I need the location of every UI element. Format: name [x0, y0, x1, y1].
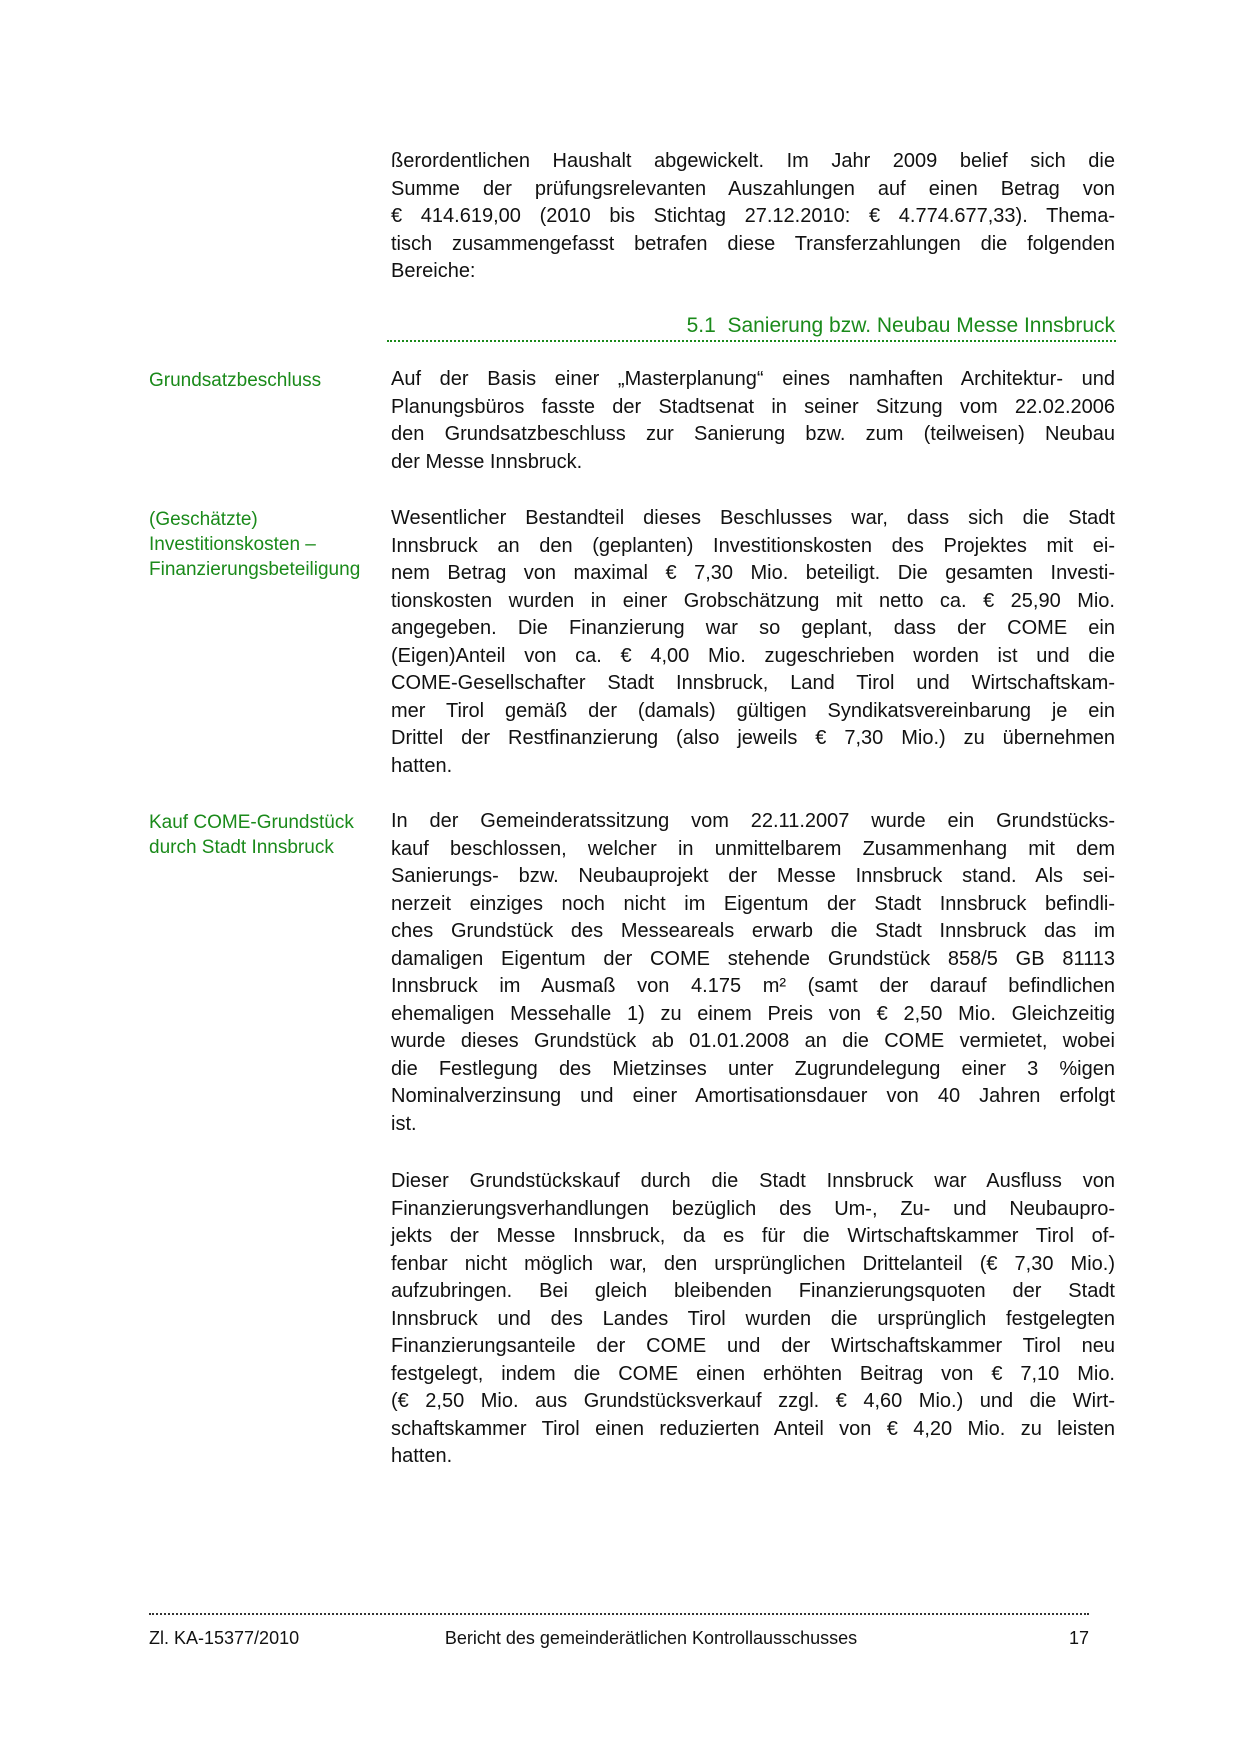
intro-paragraph	[391, 148, 1115, 286]
text-line: Innsbruck im Ausmaß von 4.175 m² (samt der darauf befindlichen	[391, 975, 1115, 997]
text-line: Summe der prüfungsrelevanten Auszahlungen auf einen Betrag von	[391, 177, 1115, 200]
text-line: nerzeit einziges noch nicht im Eigentum der Stadt Innsbruck befindli-	[391, 892, 1115, 915]
margin-label-line: (Geschätzte)	[149, 509, 258, 530]
text-line: Planungsbüros fasste der Stadtsenat in seiner Sitzung vom 22.02.2006	[391, 395, 1115, 418]
body-paragraph	[391, 366, 1115, 476]
text-line: hatten.	[391, 754, 453, 777]
text-line: Drittel der Restfinanzierung (also jeweils € 7,30 Mio.) zu übernehmen	[391, 727, 1115, 749]
text-line: (Eigen)Anteil von ca. € 4,00 Mio. zugeschrieben worden ist und die	[391, 644, 1115, 667]
text-line: damaligen Eigentum der COME stehende Grundstück 858/5 GB 81113	[391, 947, 1115, 970]
text-line: fenbar nicht möglich war, den ursprünglichen Drittelanteil (€ 7,30 Mio.)	[391, 1252, 1115, 1275]
text-line: jekts der Messe Innsbruck, da es für die Wirtschaftskammer Tirol of-	[391, 1225, 1115, 1247]
text-line: Nominalverzinsung und einer Amortisationsdauer von 40 Jahren erfolgt	[391, 1085, 1115, 1107]
text-line: angegeben. Die Finanzierung war so geplant, dass der COME ein	[391, 617, 1115, 639]
footer-divider	[149, 1613, 1089, 1615]
text-line: € 414.619,00 (2010 bis Stichtag 27.12.2010: € 4.774.677,33). Thema-	[391, 205, 1115, 227]
body-paragraph	[391, 1168, 1115, 1471]
text-line: aufzubringen. Bei gleich bleibenden Finanzierungsquoten der Stadt	[391, 1280, 1115, 1302]
text-line: mer Tirol gemäß der (damals) gültigen Syndikatsvereinbarung je ein	[391, 699, 1115, 722]
margin-label-line: Investitionskosten –	[149, 534, 316, 555]
text-line: wurde dieses Grundstück ab 01.01.2008 an die COME vermietet, wobei	[391, 1030, 1115, 1052]
text-line: der Messe Innsbruck.	[391, 450, 583, 473]
text-line: nem Betrag von maximal € 7,30 Mio. beteiligt. Die gesamten Investi-	[391, 562, 1115, 584]
margin-label	[149, 368, 389, 393]
text-line: kauf beschlossen, welcher in unmittelbarem Zusammenhang mit dem	[391, 837, 1115, 860]
text-line: In der Gemeinderatssitzung vom 22.11.2007 wurde ein Grundstücks-	[391, 810, 1115, 832]
text-line: Dieser Grundstückskauf durch die Stadt Innsbruck war Ausfluss von	[391, 1170, 1115, 1192]
page-number: 17	[1068, 1628, 1089, 1648]
text-line: Finanzierungsverhandlungen bezüglich des Um-, Zu- und Neubaupro-	[391, 1197, 1115, 1220]
body-paragraph	[391, 808, 1115, 1138]
body-paragraph	[391, 505, 1115, 780]
text-line: tionskosten wurden in einer Grobschätzung mit netto ca. € 25,90 Mio.	[391, 589, 1115, 612]
text-line: (€ 2,50 Mio. aus Grundstücksverkauf zzgl. € 4,60 Mio.) und die Wirt-	[391, 1390, 1115, 1412]
text-line: Sanierungs- bzw. Neubauprojekt der Messe Innsbruck stand. Als sei-	[391, 865, 1115, 887]
text-line: den Grundsatzbeschluss zur Sanierung bzw. zum (teilweisen) Neubau	[391, 423, 1115, 445]
text-line: ist.	[391, 1112, 417, 1135]
margin-label-line: Kauf COME-Grundstück	[149, 812, 354, 833]
text-line: Bereiche:	[391, 260, 476, 282]
text-line: ehemaligen Messehalle 1) zu einem Preis von € 2,50 Mio. Gleichzeitig	[391, 1002, 1115, 1025]
text-line: Finanzierungsanteile der COME und der Wirtschaftskammer Tirol neu	[391, 1335, 1115, 1357]
section-heading: 5.1 Sanierung bzw. Neubau Messe Innsbruck	[686, 314, 1115, 337]
text-line: Wesentlicher Bestandteil dieses Beschlusses war, dass sich die Stadt	[391, 507, 1115, 529]
footer-reference: Zl. KA-15377/2010	[149, 1628, 300, 1648]
text-line: COME-Gesellschafter Stadt Innsbruck, Land Tirol und Wirtschaftskam-	[391, 672, 1115, 694]
text-line: hatten.	[391, 1445, 453, 1467]
text-line: festgelegt, indem die COME einen erhöhten Beitrag von € 7,10 Mio.	[391, 1362, 1115, 1385]
margin-label-line: Finanzierungsbeteiligung	[149, 559, 361, 580]
heading-divider	[387, 340, 1116, 342]
text-line: tisch zusammengefasst betrafen diese Transferzahlungen die folgenden	[391, 232, 1115, 255]
text-line: ßerordentlichen Haushalt abgewickelt. Im Jahr 2009 belief sich die	[391, 150, 1115, 172]
margin-label	[149, 810, 389, 860]
text-line: Innsbruck an den (geplanten) Investitionskosten des Projektes mit ei-	[391, 534, 1115, 557]
text-line: Innsbruck und des Landes Tirol wurden die ursprünglich festgelegten	[391, 1307, 1115, 1330]
text-line: schaftskammer Tirol einen reduzierten Anteil von € 4,20 Mio. zu leisten	[391, 1417, 1115, 1440]
text-line: die Festlegung des Mietzinses unter Zugrundelegung einer 3 %igen	[391, 1057, 1115, 1080]
text-line: Auf der Basis einer „Masterplanung“ eines namhaften Architektur- und	[391, 368, 1115, 390]
text-line: ches Grundstück des Messeareals erwarb die Stadt Innsbruck das im	[391, 920, 1115, 942]
margin-label-line: durch Stadt Innsbruck	[149, 837, 334, 858]
margin-label-line: Grundsatzbeschluss	[149, 370, 322, 391]
margin-label	[149, 507, 389, 582]
footer-title: Bericht des gemeinderätlichen Kontrollausschusses	[444, 1628, 858, 1648]
